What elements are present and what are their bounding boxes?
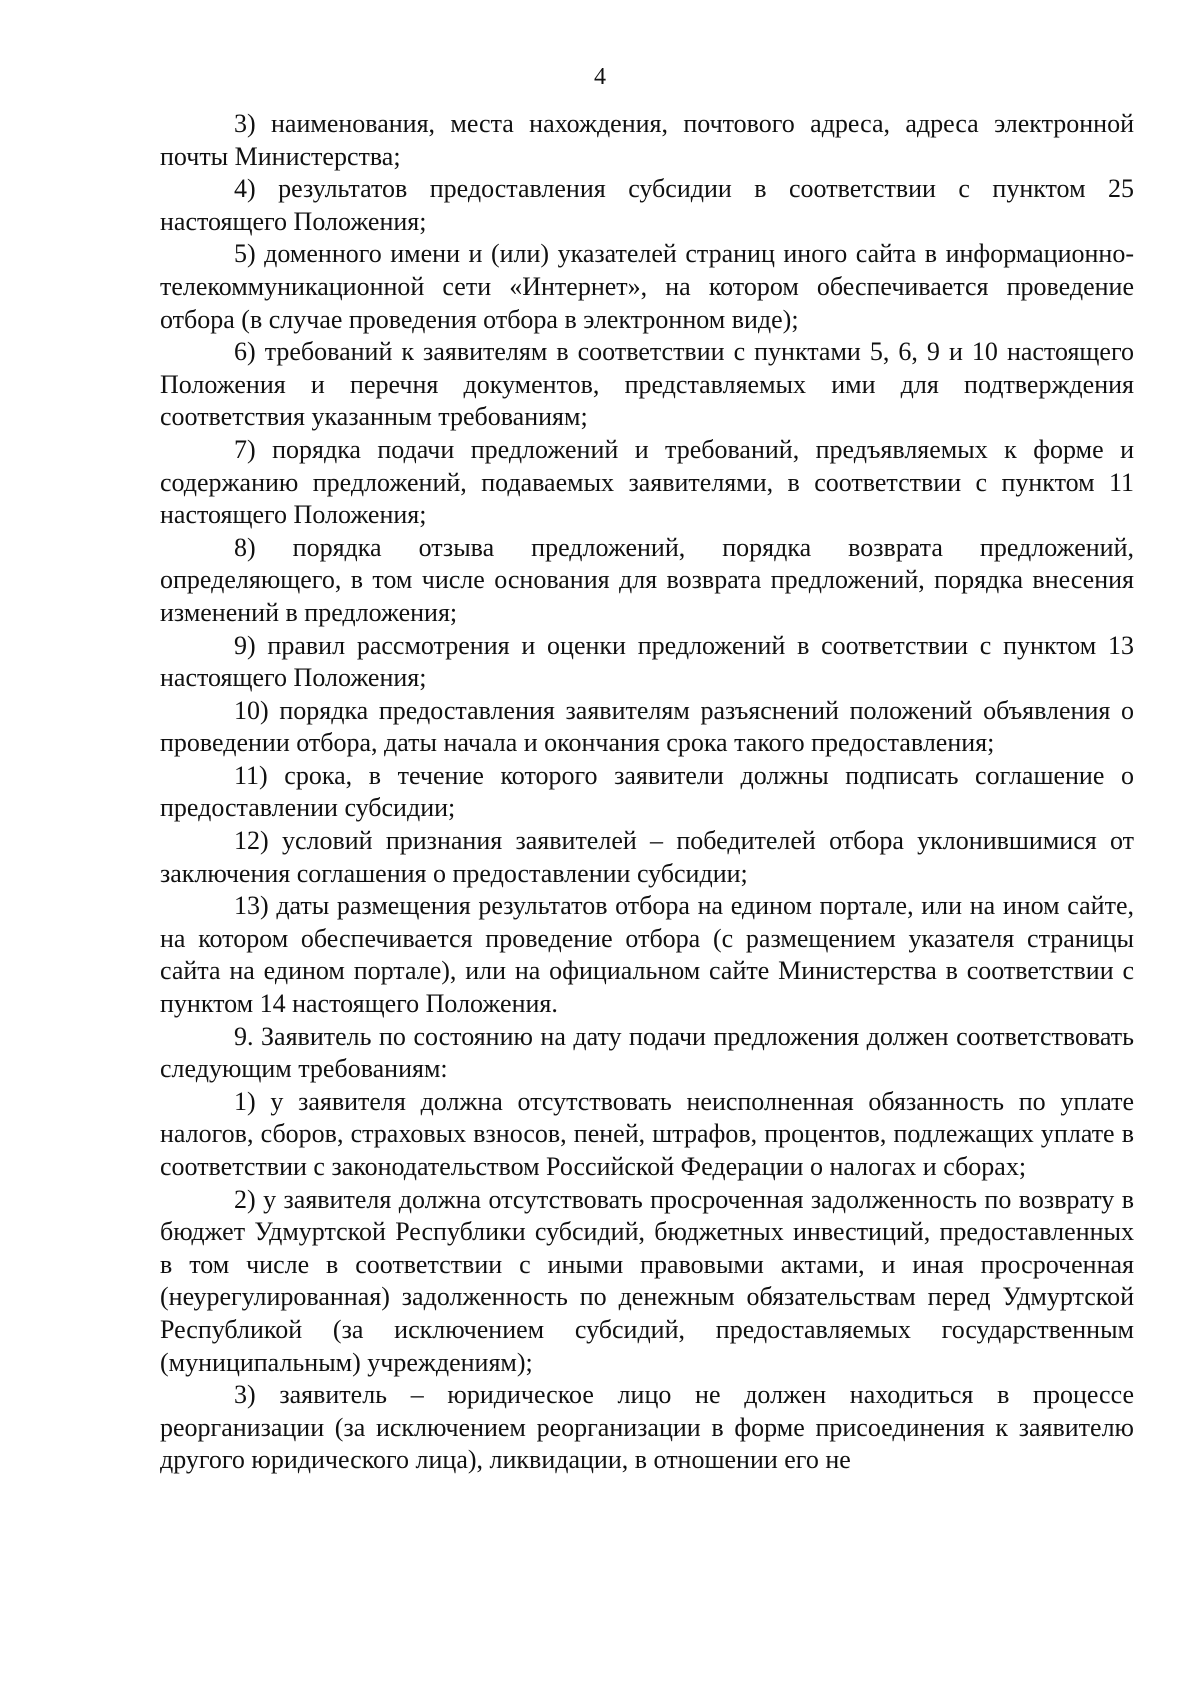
paragraph-item-12: 12) условий признания заявителей – победителей отбора уклонившимися от заключения соглашения о предоставлении субсидии;	[160, 826, 1134, 888]
requirement-item-3: 3) заявитель – юридическое лицо не должен находиться в процессе реорганизации (за исключением реорганизации в форме присоединения к заявителю другого юридического лица), ликвидации, в отношении его не	[160, 1380, 1134, 1475]
paragraph-item-6: 6) требований к заявителям в соответствии с пунктами 5, 6, 9 и 10 настоящего Положения и перечня документов, представляемых ими для подтверждения соответствия указанным требованиям;	[160, 337, 1134, 432]
paragraph-item-7: 7) порядка подачи предложений и требований, предъявляемых к форме и содержанию предложений, подаваемых заявителями, в соответствии с пунктом 11 настоящего Положения;	[160, 434, 1134, 530]
paragraph-item-5: 5) доменного имени и (или) указателей страниц иного сайта в информационно-телекоммуникационной сети «Интернет», на котором обеспечивается проведение отбора (в случае проведения отбора в электронном виде);	[160, 239, 1134, 334]
paragraph-item-9: 9) правил рассмотрения и оценки предложений в соответствии с пунктом 13 настоящего Положения;	[160, 630, 1134, 693]
requirement-item-2: 2) у заявителя должна отсутствовать просроченная задолженность по возврату в бюджет Удмуртской Республики субсидий, бюджетных инвестиций, предоставленных в том числе в соответствии с иными правовыми актами, и иная просроченная (неурегулированная) задолженность по денежным обязательствам перед Удмуртской Республикой (за исключением субсидий, предоставляемых государственным (муниципальным) учреждениям);	[160, 1184, 1134, 1377]
requirement-item-1: 1) у заявителя должна отсутствовать неисполненная обязанность по уплате налогов, сборов, страховых взносов, пеней, штрафов, процентов, подлежащих уплате в соответствии с законодательством Российской Федерации о налогах и сборах;	[160, 1086, 1134, 1181]
paragraph-item-4: 4) результатов предоставления субсидии в соответствии с пунктом 25 настоящего Положения;	[160, 174, 1134, 236]
page-number: 4	[594, 64, 606, 90]
section-9-heading: 9. Заявитель по состоянию на дату подачи предложения должен соответствовать следующим требованиям:	[160, 1021, 1134, 1084]
paragraph-item-13: 13) даты размещения результатов отбора на едином портале, или на ином сайте, на котором обеспечивается проведение отбора (с размещением указателя страницы сайта на едином портале), или на официальном сайте Министерства в соответствии с пунктом 14 настоящего Положения.	[160, 891, 1134, 1019]
paragraph-item-3: 3) наименования, места нахождения, почтового адреса, адреса электронной почты Министерства;	[160, 109, 1134, 171]
paragraph-item-10: 10) порядка предоставления заявителям разъяснений положений объявления о проведении отбора, даты начала и окончания срока такого предоставления;	[160, 695, 1134, 758]
document-body	[160, 108, 1134, 1477]
paragraph-item-11: 11) срока, в течение которого заявители должны подписать соглашение о предоставлении субсидии;	[160, 760, 1134, 823]
paragraph-item-8: 8) порядка отзыва предложений, порядка возврата предложений, определяющего, в том числе основания для возврата предложений, порядка внесения изменений в предложения;	[160, 532, 1134, 627]
